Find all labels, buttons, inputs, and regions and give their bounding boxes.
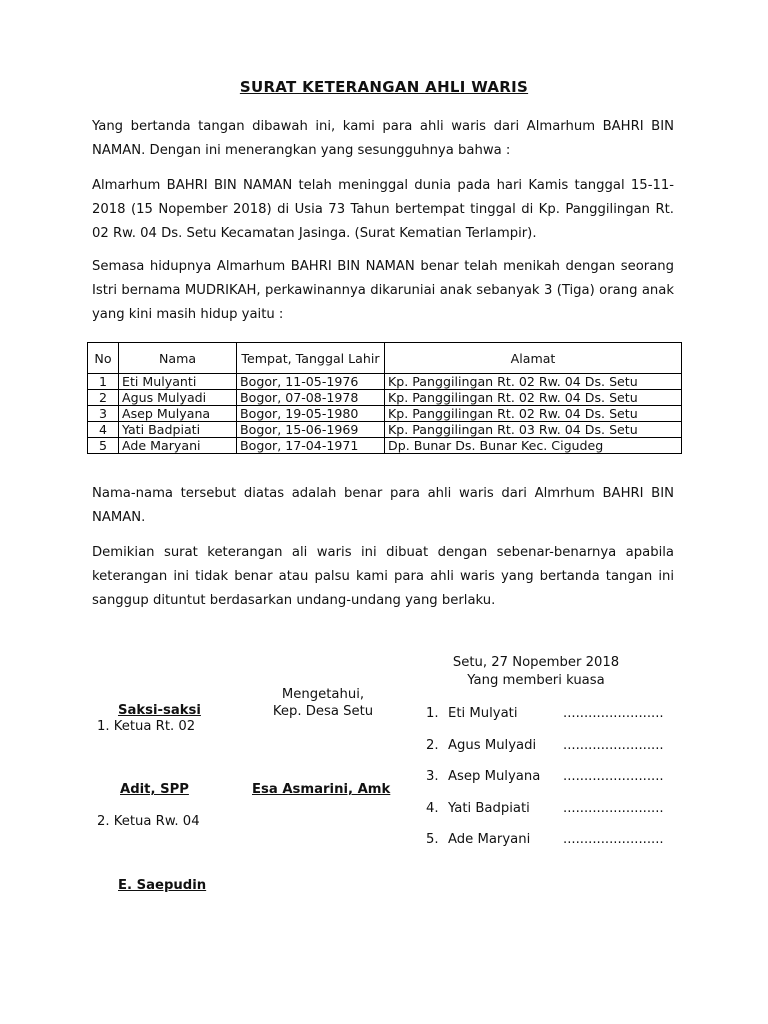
cell-nama: Agus Mulyadi (119, 390, 237, 406)
cell-alamat: Dp. Bunar Ds. Bunar Kec. Cigudeg (385, 438, 682, 454)
cell-alamat: Kp. Panggilingan Rt. 02 Rw. 04 Ds. Setu (385, 406, 682, 422)
table-row (88, 390, 682, 406)
witness2-name: E. Saepudin (118, 878, 207, 893)
heir-sign-line: ........................ (563, 738, 664, 753)
cell-tempat-lahir: Bogor, 19-05-1980 (237, 406, 385, 422)
table-header-row (88, 343, 682, 374)
heir-sign-line: ........................ (563, 801, 664, 816)
cell-nama: Eti Mulyanti (119, 374, 237, 390)
cell-no: 2 (88, 390, 119, 406)
heir-sign-num: 3. (426, 769, 439, 784)
heir-sign-num: 1. (426, 706, 439, 721)
village-head-name: Esa Asmarini, Amk (252, 782, 391, 797)
heir-sign-name: Eti Mulyati (448, 706, 518, 721)
grantor-label: Yang memberi kuasa (467, 673, 605, 688)
table-row (88, 406, 682, 422)
cell-alamat: Kp. Panggilingan Rt. 02 Rw. 04 Ds. Setu (385, 374, 682, 390)
document-title: SURAT KETERANGAN AHLI WARIS (239, 78, 529, 96)
heir-sign-line: ........................ (563, 706, 664, 721)
cell-no: 3 (88, 406, 119, 422)
cell-alamat: Kp. Panggilingan Rt. 02 Rw. 04 Ds. Setu (385, 390, 682, 406)
cell-nama: Asep Mulyana (119, 406, 237, 422)
cell-no: 4 (88, 422, 119, 438)
place-date: Setu, 27 Nopember 2018 (452, 655, 620, 670)
cell-tempat-lahir: Bogor, 11-05-1976 (237, 374, 385, 390)
cell-no: 1 (88, 374, 119, 390)
witness1-name: Adit, SPP (120, 782, 189, 797)
witness-heading: Saksi-saksi (118, 703, 201, 718)
closing-paragraph: Demikian surat keterangan ali waris ini dibuat dengan sebenar-benarnya apabila keterangan ini tidak benar atau palsu kami para ahli waris yang bertanda tangan ini sanggup dituntut berdasarkan undang-undang yang berlaku. (92, 545, 674, 608)
cell-no: 5 (88, 438, 119, 454)
heir-sign-num: 4. (426, 801, 439, 816)
intro-paragraph: Yang bertanda tangan dibawah ini, kami para ahli waris dari Almarhum BAHRI BIN NAMAN. Dengan ini menerangkan yang sesungguhnya bahwa : (92, 119, 674, 158)
cell-tempat-lahir: Bogor, 15-06-1969 (237, 422, 385, 438)
heir-sign-name: Agus Mulyadi (448, 738, 537, 753)
table-row (88, 422, 682, 438)
table-row (88, 438, 682, 454)
cell-alamat: Kp. Panggilingan Rt. 03 Rw. 04 Ds. Setu (385, 422, 682, 438)
heir-sign-name: Asep Mulyana (448, 769, 541, 784)
death-paragraph: Almarhum BAHRI BIN NAMAN telah meninggal dunia pada hari Kamis tanggal 15-11-2018 (15 Nopember 2018) di Usia 73 Tahun bertempat tinggal di Kp. Panggilingan Rt. 02 Rw. 04 Ds. Setu Kecamatan Jasinga. (Surat Kematian Terlampir). (92, 178, 674, 241)
acknowledge-office: Kep. Desa Setu (272, 704, 374, 719)
header-no: No (88, 343, 119, 374)
witness1-role: 1. Ketua Rt. 02 (97, 719, 196, 734)
table-row (88, 374, 682, 390)
cell-nama: Yati Badpiati (119, 422, 237, 438)
witness2-role: 2. Ketua Rw. 04 (97, 814, 200, 829)
acknowledge-label: Mengetahui, (281, 687, 365, 702)
header-alamat: Alamat (385, 343, 682, 374)
heir-sign-name: Yati Badpiati (448, 801, 530, 816)
heir-sign-num: 2. (426, 738, 439, 753)
cell-nama: Ade Maryani (119, 438, 237, 454)
cell-tempat-lahir: Bogor, 07-08-1978 (237, 390, 385, 406)
header-nama: Nama (119, 343, 237, 374)
heir-sign-line: ........................ (563, 769, 664, 784)
marriage-paragraph: Semasa hidupnya Almarhum BAHRI BIN NAMAN benar telah menikah dengan seorang Istri bernama MUDRIKAH, perkawinannya dikaruniai anak sebanyak 3 (Tiga) orang anak yang kini masih hidup yaitu : (92, 259, 674, 322)
heir-sign-num: 5. (426, 832, 439, 847)
cell-tempat-lahir: Bogor, 17-04-1971 (237, 438, 385, 454)
heirs-table (87, 342, 682, 454)
heir-sign-line: ........................ (563, 832, 664, 847)
heir-sign-name: Ade Maryani (448, 832, 531, 847)
confirm-paragraph: Nama-nama tersebut diatas adalah benar para ahli waris dari Almrhum BAHRI BIN NAMAN. (92, 486, 674, 525)
header-tempat-lahir: Tempat, Tanggal Lahir (237, 343, 385, 374)
